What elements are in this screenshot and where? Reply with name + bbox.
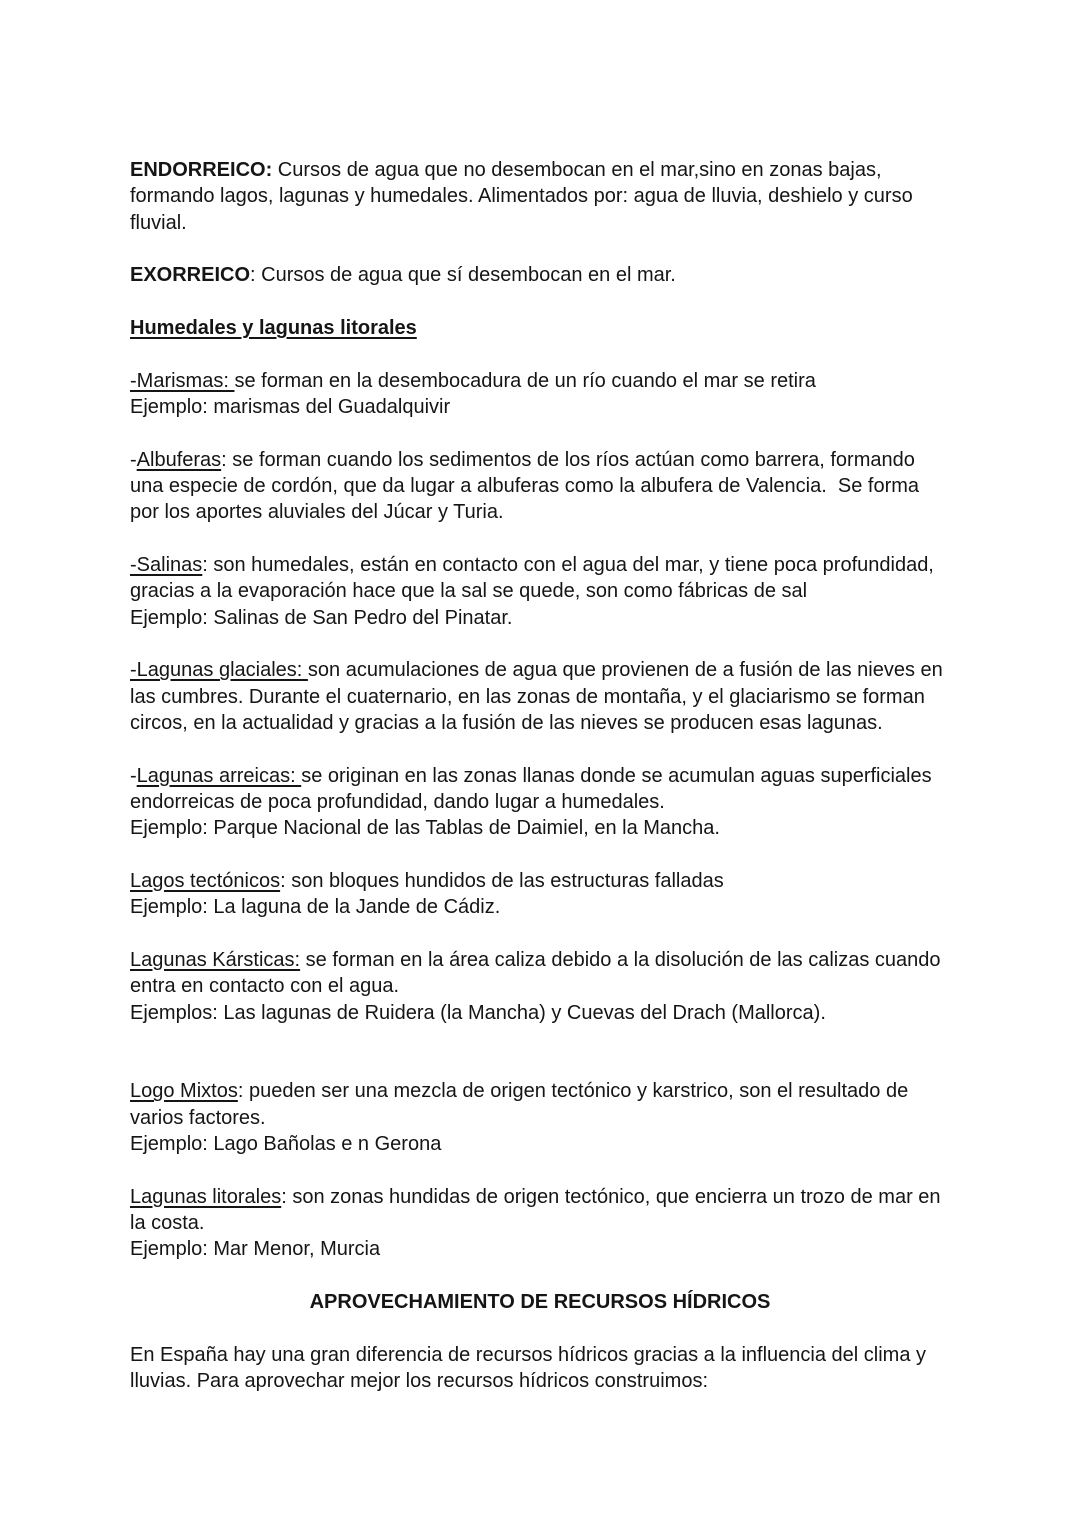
definition-exorreico <box>130 262 950 288</box>
item-text: : son zonas hundidas de origen tectónico, que encierra un trozo de mar en <box>281 1185 941 1208</box>
item-line: Ejemplo: Mar Menor, Murcia <box>130 1238 381 1261</box>
item-albuferas <box>130 447 950 526</box>
item-line: Ejemplos: Las lagunas de Ruidera (la Mancha) y Cuevas del Drach (Mallorca). <box>130 1001 826 1024</box>
item-dash: - <box>130 448 137 471</box>
item-lagunas-arreicas <box>130 763 950 842</box>
item-text: son acumulaciones de agua que provienen de a fusión de las nieves en <box>307 659 943 682</box>
item-text: se forman en la área caliza debido a la disolución de las calizas cuando <box>300 948 941 971</box>
item-text: : son bloques hundidos de las estructuras falladas <box>280 869 724 892</box>
item-line: circos, en la actualidad y gracias a la fusión de las nieves se producen esas lagunas. <box>130 711 883 734</box>
paragraph-line: En España hay una gran diferencia de recursos hídricos gracias a la influencia del clima y <box>130 1343 926 1366</box>
item-line: endorreicas de poca profundidad, dando lugar a humedales. <box>130 790 665 813</box>
item-lagunas-glaciales <box>130 657 950 736</box>
item-line: varios factores. <box>130 1106 266 1129</box>
item-text: se forman en la desembocadura de un río cuando el mar se retira <box>234 369 816 392</box>
term-lagunas-arreicas: Lagunas arreicas: <box>136 764 302 787</box>
paragraph-line: lluvias. Para aprovechar mejor los recursos hídricos construimos: <box>130 1370 708 1393</box>
item-line: Ejemplo: La laguna de la Jande de Cádiz. <box>130 896 501 919</box>
term-exorreico: EXORREICO <box>130 264 251 287</box>
heading-aprovechamiento <box>130 1289 950 1315</box>
document-page <box>130 157 950 1421</box>
item-line: Ejemplo: Lago Bañolas e n Gerona <box>130 1133 442 1156</box>
item-line: una especie de cordón, que da lugar a albuferas como la albufera de Valencia. Se forma <box>130 474 920 497</box>
definition-line: fluvial. <box>130 211 187 234</box>
item-lagunas-karsticas <box>130 947 950 1026</box>
item-line: gracias a la evaporación hace que la sal se quede, son como fábricas de sal <box>130 580 808 603</box>
definition-text: : Cursos de agua que sí desembocan en el mar. <box>250 264 676 287</box>
item-line: por los aportes aluviales del Júcar y Turia. <box>130 501 504 524</box>
term-endorreico: ENDORREICO: <box>130 159 273 181</box>
term-lagunas-karsticas: Lagunas Kársticas: <box>130 948 301 971</box>
term-logo-mixtos: Logo Mixtos <box>130 1080 238 1103</box>
item-logo-mixtos <box>130 1078 950 1157</box>
term-lagos-tectonicos: Lagos tectónicos <box>130 869 281 892</box>
item-lagos-tectonicos <box>130 868 950 921</box>
paragraph-recursos-hidricos <box>130 1342 950 1395</box>
section-heading-humedales <box>130 315 950 341</box>
term-marismas: -Marismas: <box>130 369 235 392</box>
item-line: Ejemplo: marismas del Guadalquivir <box>130 395 451 418</box>
section-heading-text: Humedales y lagunas litorales <box>130 316 417 339</box>
term-albuferas: Albuferas <box>136 448 222 471</box>
heading-aprovechamiento-text: APROVECHAMIENTO DE RECURSOS HÍDRICOS <box>309 1291 771 1314</box>
item-text: : son humedales, están en contacto con el agua del mar, y tiene poca profundidad, <box>202 553 934 576</box>
item-text: se originan en las zonas llanas donde se acumulan aguas superficiales <box>301 764 932 787</box>
term-lagunas-litorales: Lagunas litorales <box>130 1185 282 1208</box>
definition-line: formando lagos, lagunas y humedales. Alimentados por: agua de lluvia, deshielo y curso <box>130 185 913 208</box>
item-lagunas-litorales <box>130 1184 950 1263</box>
item-line: las cumbres. Durante el cuaternario, en las zonas de montaña, y el glaciarismo se forman <box>130 685 925 708</box>
item-marismas <box>130 368 950 421</box>
item-dash: - <box>130 764 137 787</box>
term-lagunas-glaciales: -Lagunas glaciales: <box>130 659 308 682</box>
item-line: Ejemplo: Salinas de San Pedro del Pinatar. <box>130 606 513 629</box>
item-text: : pueden ser una mezcla de origen tectónico y karstrico, son el resultado de <box>237 1080 909 1103</box>
item-salinas <box>130 552 950 631</box>
item-line: la costa. <box>130 1212 205 1235</box>
term-salinas: -Salinas <box>130 553 203 576</box>
definition-text: Cursos de agua que no desembocan en el mar,sino en zonas bajas, <box>272 159 882 181</box>
item-line: entra en contacto con el agua. <box>130 975 400 998</box>
item-text: : se forman cuando los sedimentos de los ríos actúan como barrera, formando <box>221 448 915 471</box>
definition-endorreico <box>130 157 950 236</box>
item-line: Ejemplo: Parque Nacional de las Tablas de Daimiel, en la Mancha. <box>130 817 720 840</box>
